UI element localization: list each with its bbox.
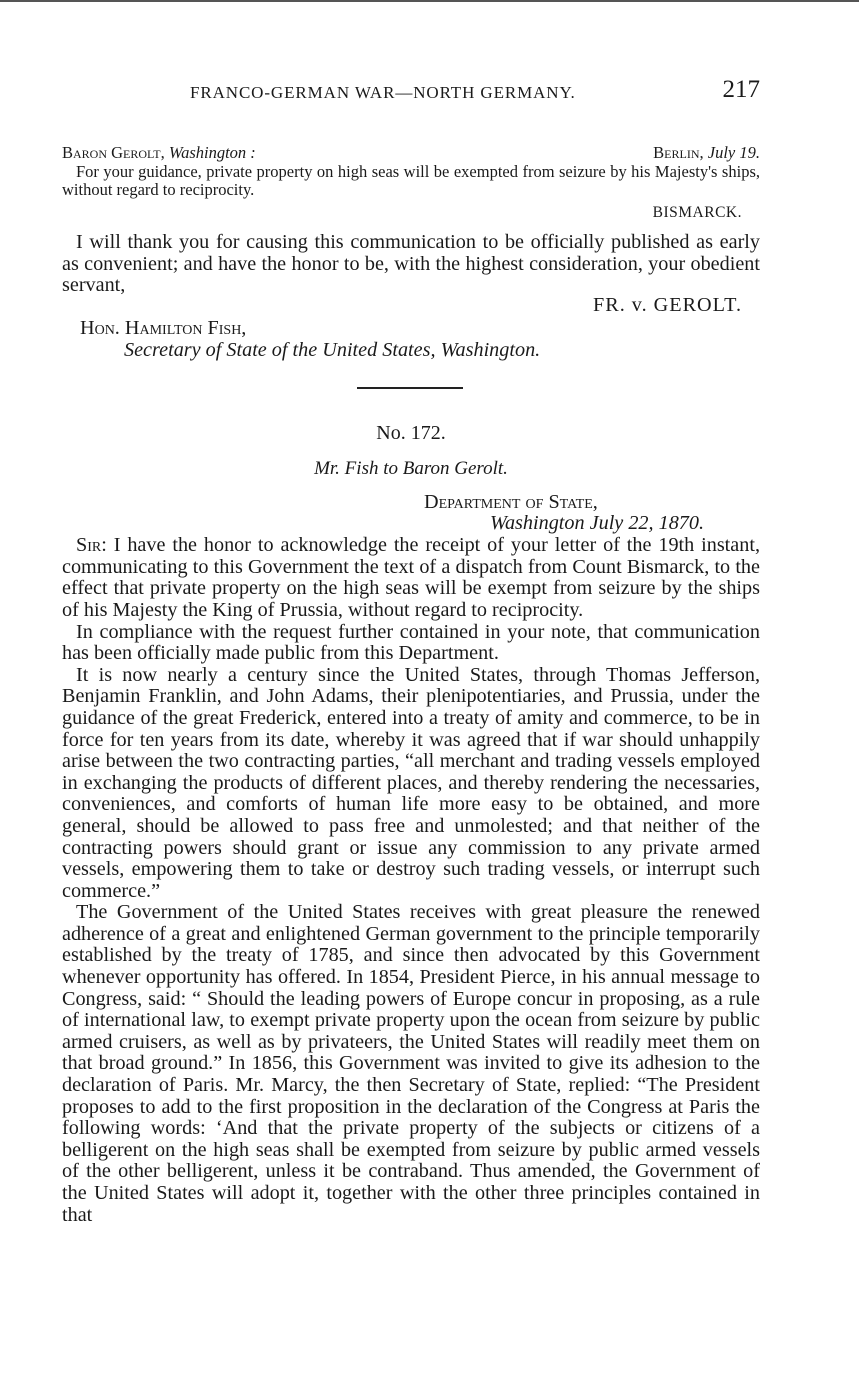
- gerolt-letter: [62, 232, 760, 362]
- page-number: 217: [722, 76, 760, 103]
- place-date-line: Washington July 22, 1870.: [490, 512, 705, 535]
- telegram-text: For your guidance, private property on high seas will be exempted from seizure by his Majesty's ships, without regard to reciprocity.: [62, 162, 760, 199]
- salutation: Sir:: [76, 534, 107, 557]
- header-title: FRANCO-GERMAN WAR—NORTH GERMANY.: [190, 83, 576, 102]
- telegram-addressee-place: Washington :: [168, 143, 256, 162]
- paragraph-3: It is now nearly a century since the United States, through Thomas Jefferson, Benjamin Franklin, and John Adams, their plenipotentiaries, and Prussia, under the guidance of the great Frederick, entered into a treaty of amity and commerce, to be in force for ten years from its date, whereby it was agreed that if war should unhappily arise between the two contracting parties, “all merchant and trading vessels employed in exchanging the products of different places, and thereby rendering the necessaries, conveniences, and comforts of human life more easy to be obtained, and more general, should be allowed to pass free and unmolested; and that neither of the contracting powers should grant or issue any commission to any private armed vessels, empowering them to take or destroy such trading vessels, or interrupt such commerce.”: [62, 663, 760, 902]
- gerolt-signature: FR. v. GEROLT.: [593, 293, 742, 316]
- recipient-title: Secretary of State of the United States, Washington.: [124, 338, 541, 361]
- document-heading: Mr. Fish to Baron Gerolt.: [314, 457, 508, 479]
- telegram-origin-date: July 19.: [707, 143, 760, 162]
- paragraph-1: [62, 535, 760, 621]
- section-divider: [357, 387, 463, 389]
- telegram-address-line: [62, 143, 760, 163]
- document-172: [62, 423, 760, 1226]
- telegram-addressee: Baron Gerolt,: [62, 143, 165, 162]
- paragraph-1-text: I have the honor to acknowledge the receipt of your letter of the 19th instant, communicating to this Government the text of a dispatch from Count Bismarck, to the effect that private property on the high seas will be exempt from seizure by the ships of his Majesty the King of Prussia, without regard to reciprocity.: [62, 534, 761, 621]
- telegram-signature: BISMARCK.: [652, 204, 742, 221]
- recipient-name: Hon. Hamilton Fish,: [80, 317, 247, 340]
- top-edge-line: [0, 0, 859, 2]
- gerolt-letter-text: I will thank you for causing this communication to be officially published as early as convenient; and have the honor to be, with the highest consideration, your obedient servant,: [62, 231, 760, 297]
- document-number: No. 172.: [376, 422, 446, 444]
- paragraph-2: In compliance with the request further contained in your note, that communication has been officially made public from this Department.: [62, 620, 760, 665]
- telegram: [62, 143, 760, 223]
- telegram-origin-place: Berlin,: [653, 143, 704, 162]
- paragraph-4: The Government of the United States receives with great pleasure the renewed adherence of a great and enlightened German government to the principle temporarily established by the treaty of 1785, and since then advocated by this Government whenever opportunity has offered. In 1854, President Pierce, in his annual message to Congress, said: “ Should the leading powers of Europe concur in proposing, as a rule of international law, to exempt private property upon the ocean from seizure by public armed cruisers, as well as by privateers, the United States will readily meet them on that broad ground.” In 1856, this Government was invited to give its adhesion to the declaration of Paris. Mr. Marcy, the then Secretary of State, replied: “The President proposes to add to the first proposition in the declaration of the Congress at Paris the following words: ‘And that the private property of the subjects or citizens of a belligerent on the high seas shall be exempted from seizure by public armed vessels of the other belligerent, unless it be contraband. Thus amended, the Government of the United States will adopt it, together with the other three principles contained in that: [62, 901, 760, 1226]
- department-line: Department of State,: [424, 491, 598, 514]
